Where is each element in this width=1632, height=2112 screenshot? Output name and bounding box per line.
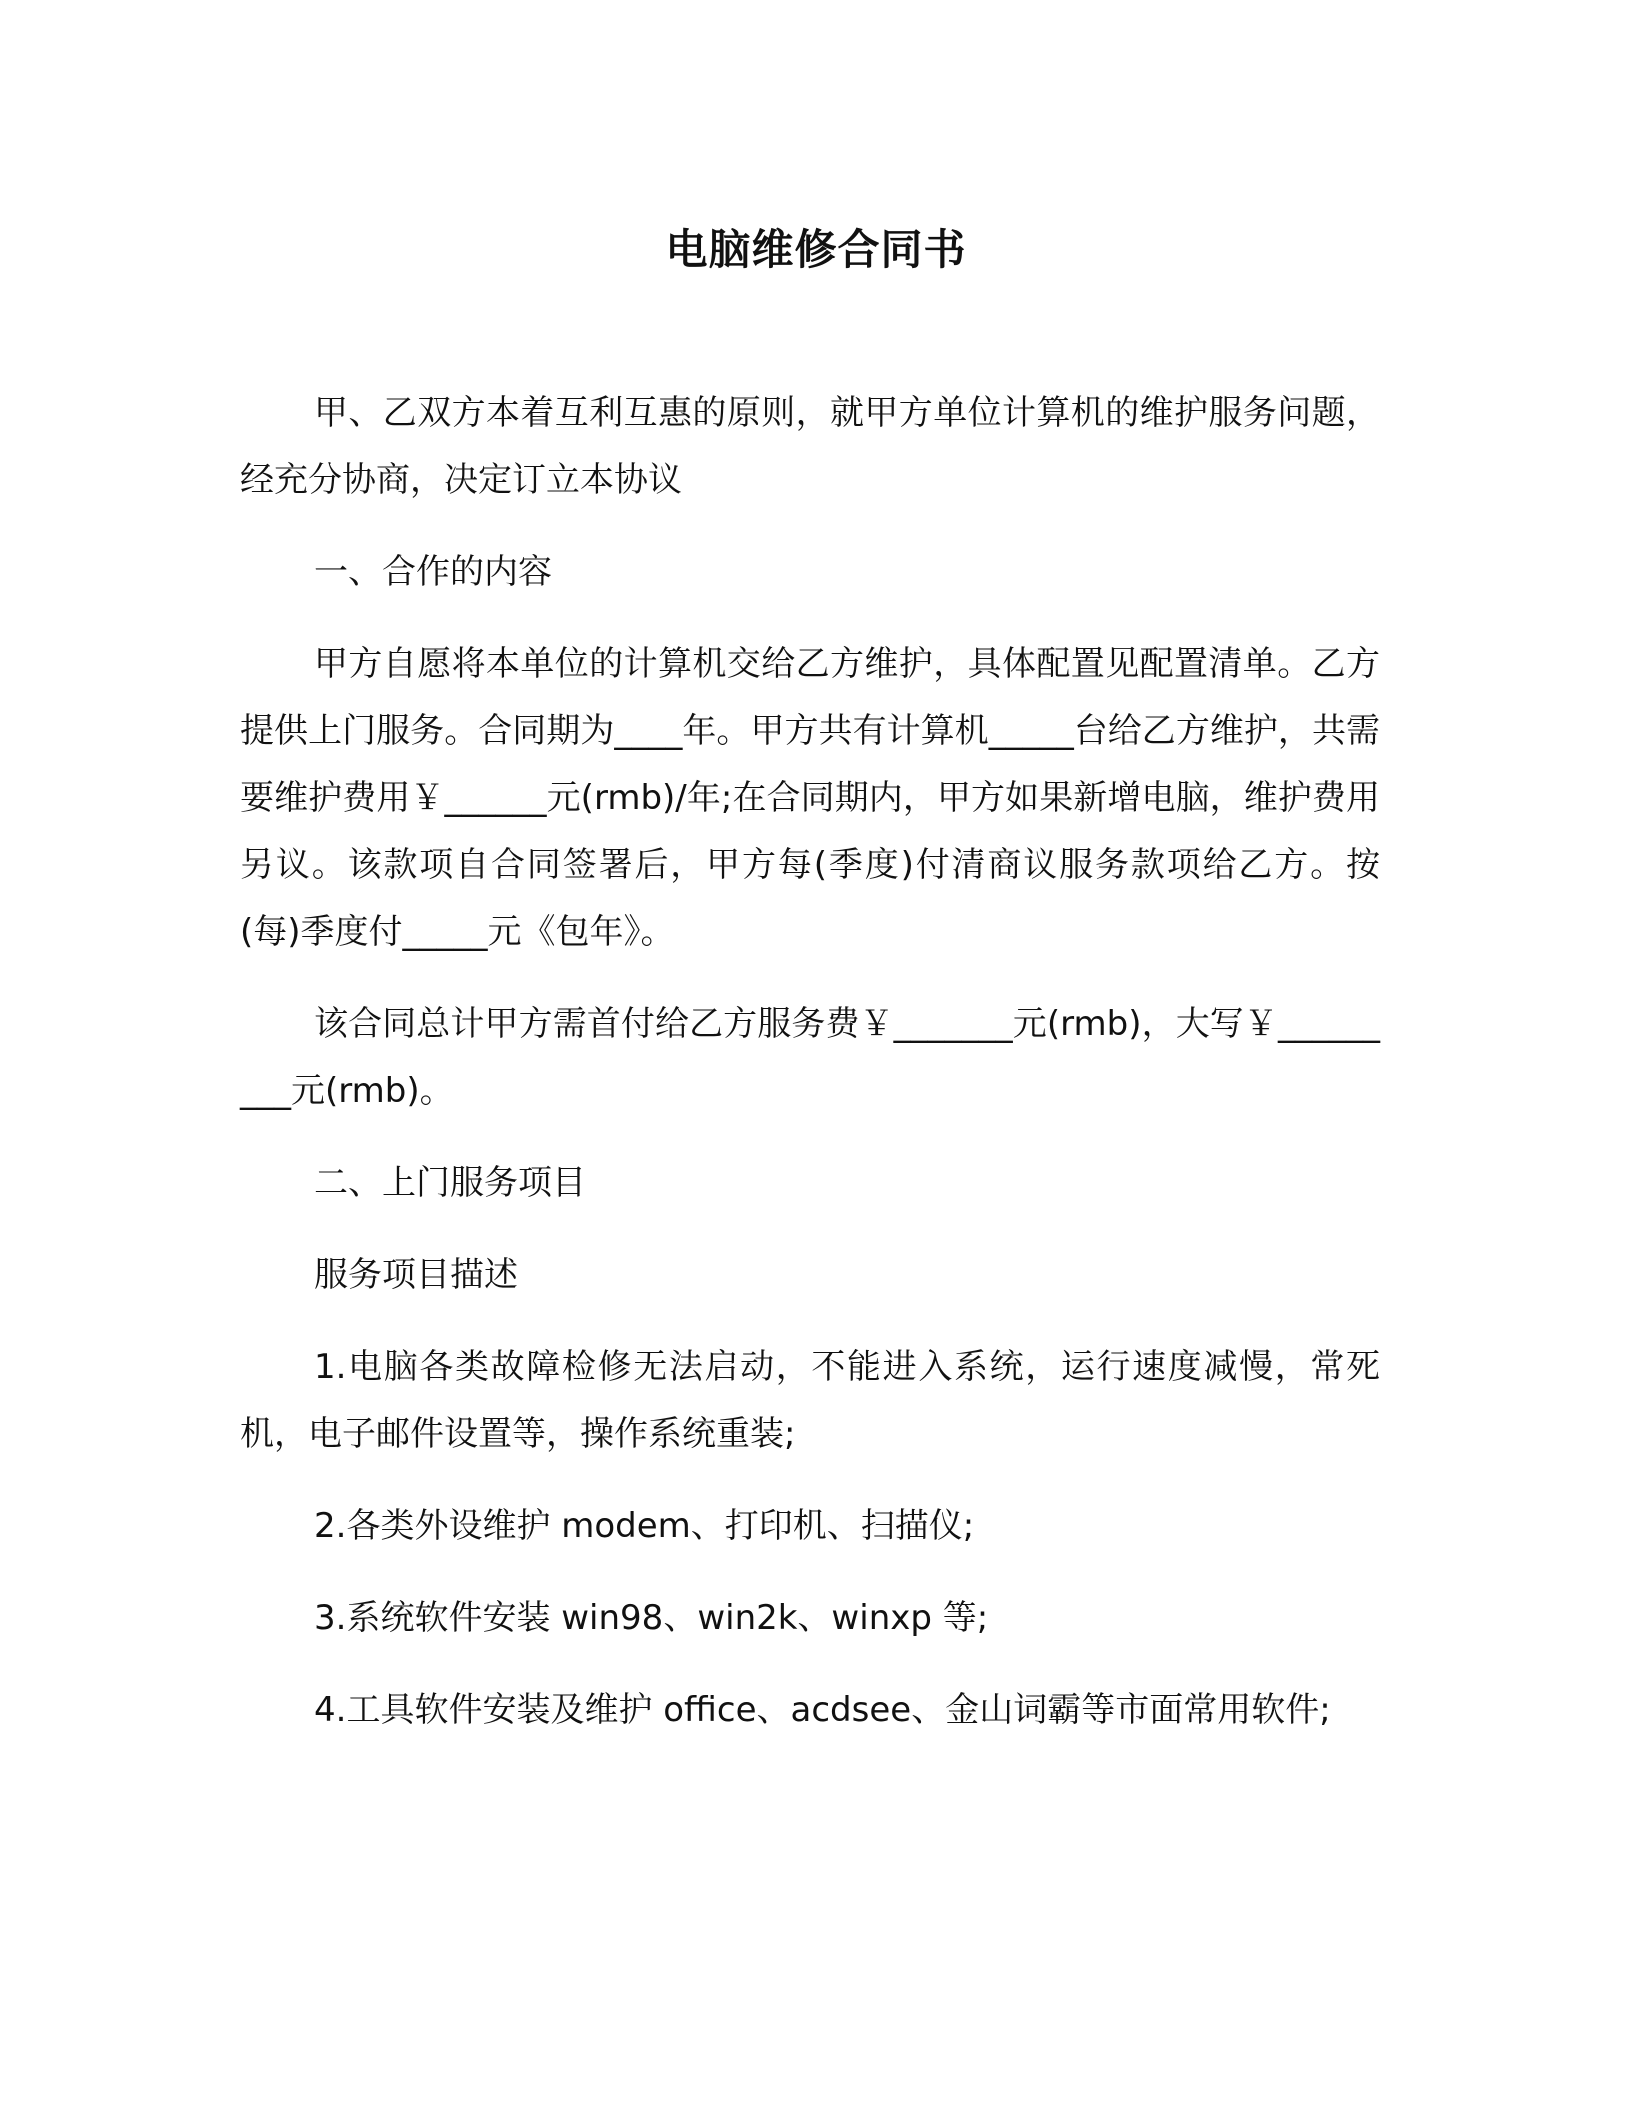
- section-heading-onsite-service: 二、上门服务项目: [314, 1163, 586, 1203]
- document-body: [240, 380, 1380, 1769]
- list-item-service-2: 2.各类外设维护 modem、打印机、扫描仪;: [314, 1506, 975, 1546]
- section-heading-cooperation: 一、合作的内容: [314, 552, 552, 592]
- paragraph-cooperation-details: 甲方自愿将本单位的计算机交给乙方维护，具体配置见配置清单。乙方提供上门服务。合同期为____年。甲方共有计算机_____台给乙方维护，共需要维护费用￥______元(rmb)/年;在合同期内，甲方如果新增电脑，维护费用另议。该款项自合同签署后，甲方每(季度)付清商议服务款项给乙方。按(每)季度付_____元《包年》。: [240, 644, 1380, 952]
- list-item-service-3: 3.系统软件安装 win98、win2k、winxp 等;: [314, 1598, 989, 1638]
- paragraph-total-fee: 该合同总计甲方需首付给乙方服务费￥_______元(rmb)，大写￥_________元(rmb)。: [240, 1004, 1380, 1111]
- list-item-service-1: 1.电脑各类故障检修无法启动，不能进入系统，运行速度减慢，常死机，电子邮件设置等，操作系统重装;: [240, 1347, 1380, 1454]
- document-title: 电脑维修合同书: [665, 225, 967, 274]
- list-item-service-4: 4.工具软件安装及维护 office、acdsee、金山词霸等市面常用软件;: [314, 1690, 1331, 1730]
- paragraph-service-description: 服务项目描述: [314, 1255, 518, 1295]
- paragraph-intro: 甲、乙双方本着互利互惠的原则，就甲方单位计算机的维护服务问题，经充分协商，决定订立本协议: [240, 393, 1380, 500]
